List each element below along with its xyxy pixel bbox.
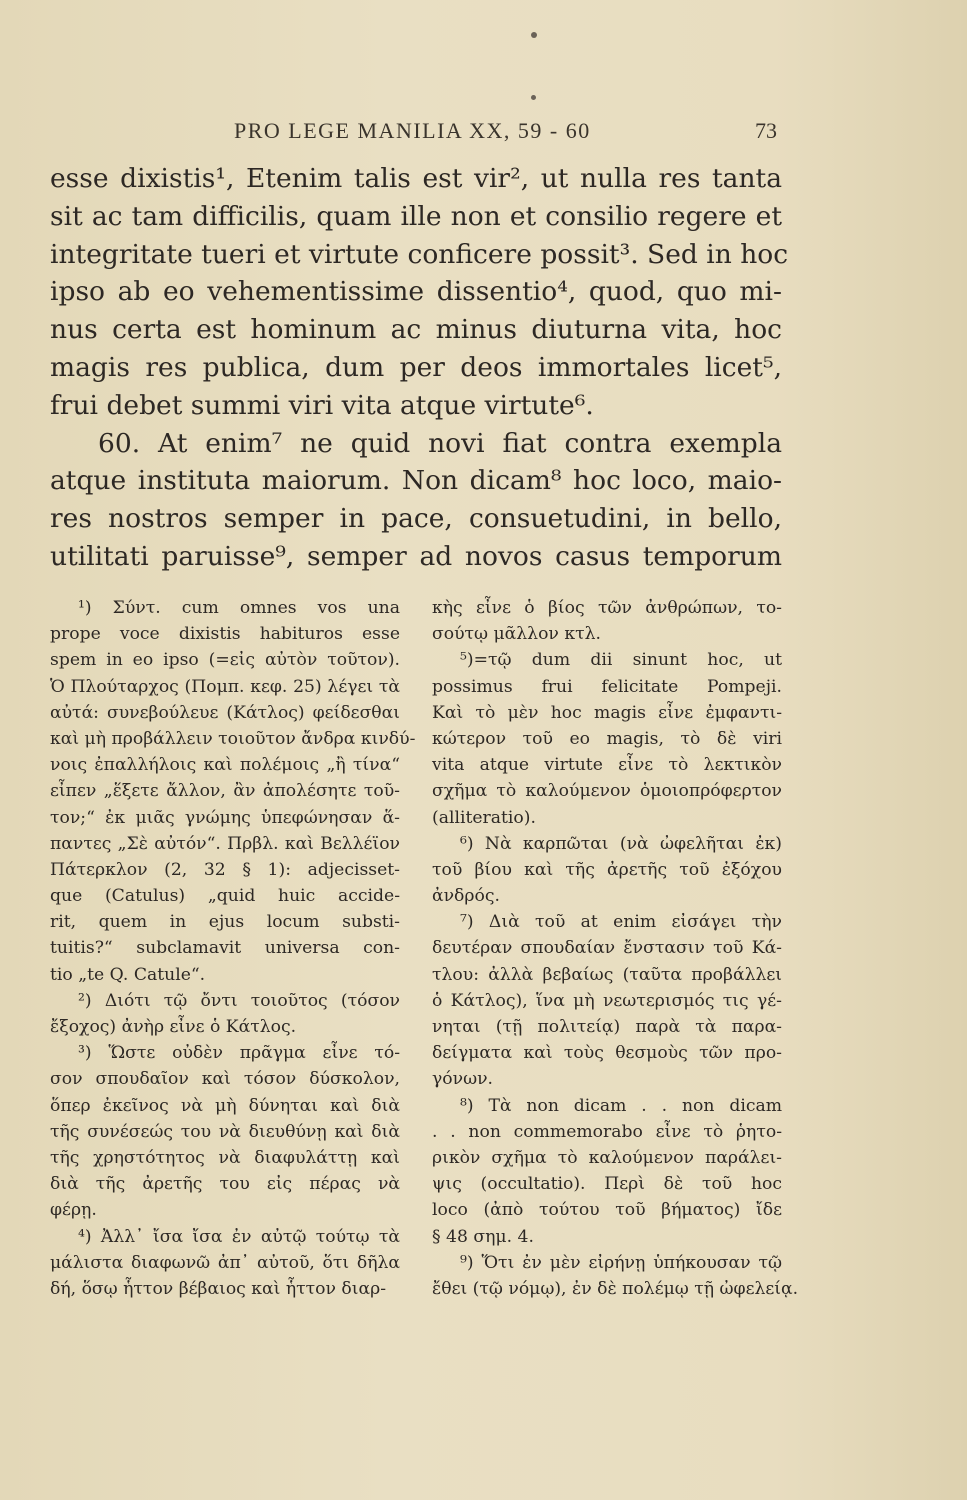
main-text-line: utilitati paruisse⁹, semper ad novos casus temporum bbox=[50, 540, 782, 572]
footnote-line: ὅπερ ἐκεῖνος νὰ μὴ δύνηται καὶ διὰ bbox=[50, 1095, 400, 1116]
footnote-line: νοις ἐπαλλήλοις καὶ πολέμοις „ἢ τίνα“ bbox=[50, 755, 400, 776]
footnote-line: σούτῳ μᾶλλον κτλ. bbox=[432, 624, 601, 645]
footnote-line: τῆς συνέσεώς του νὰ διευθύνῃ καὶ διὰ bbox=[50, 1121, 400, 1142]
footnotes-right-column bbox=[432, 595, 799, 1302]
footnote-line: ⁷) Διὰ τοῦ at enim εἰσάγει τὴν bbox=[460, 912, 782, 933]
main-text-line: res nostros semper in pace, consuetudini, in bello, bbox=[50, 503, 782, 535]
main-text-line: frui debet summi viri vita atque virtute⁶. bbox=[50, 389, 594, 421]
footnote-line: ²) Διότι τῷ ὄντι τοιοῦτος (τόσον bbox=[78, 990, 400, 1011]
footnotes-left-column bbox=[50, 595, 416, 1302]
footnote-line: ψις (occultatio). Περὶ δὲ τοῦ hoc bbox=[432, 1174, 782, 1195]
footnote-line: (alliteratio). bbox=[432, 807, 536, 828]
footnote-line: ⁶) Νὰ καρπῶται (νὰ ὠφελῆται ἐκ) bbox=[460, 833, 782, 854]
footnote-line: ἔθει (τῷ νόμῳ), ἐν δὲ πολέμῳ τῇ ὠφελείᾳ. bbox=[432, 1278, 799, 1299]
footnote-line: δείγματα καὶ τοὺς θεσμοὺς τῶν προ- bbox=[432, 1043, 782, 1064]
footnote-line: Καὶ τὸ μὲν hoc magis εἶνε ἐμφαντι- bbox=[432, 702, 782, 723]
footnote-line: τλου: ἀλλὰ βεβαίως (ταῦτα προβάλλει bbox=[432, 964, 782, 985]
main-text-line: 60. At enim⁷ ne quid novi fiat contra exempla bbox=[98, 427, 782, 459]
footnote-line: que (Catulus) „quid huic accide- bbox=[50, 886, 400, 907]
footnote-line: τῆς χρηστότητος νὰ διαφυλάττῃ καὶ bbox=[50, 1147, 400, 1168]
footnote-line: παντες „Σὲ αὐτόν“. Πρβλ. καὶ Βελλέϊον bbox=[50, 833, 400, 854]
ink-speck bbox=[531, 32, 537, 38]
footnote-line: ⁸) Τὰ non dicam . . non dicam bbox=[460, 1095, 782, 1116]
footnote-line: ὁ Κάτλος), ἵνα μὴ νεωτερισμός τις γέ- bbox=[432, 990, 782, 1011]
footnote-line: αὐτά: συνεβούλευε (Κάτλος) φείδεσθαι bbox=[50, 702, 400, 723]
footnote-line: σχῆμα τὸ καλούμενον ὁμοιοπρόφερτον bbox=[432, 781, 782, 802]
main-text bbox=[50, 160, 789, 576]
main-text-line: atque instituta maiorum. Non dicam⁸ hoc loco, maio- bbox=[50, 465, 782, 497]
footnote-line: vita atque virtute εἶνε τὸ λεκτικὸν bbox=[432, 755, 782, 776]
footnote-line: φέρῃ. bbox=[50, 1200, 97, 1221]
footnote-line: possimus frui felicitate Pompeji. bbox=[432, 676, 782, 697]
footnote-line: loco (ἀπὸ τούτου τοῦ βήματος) ἴδε bbox=[432, 1200, 782, 1221]
footnote-line: ¹) Σύντ. cum omnes vos una bbox=[78, 598, 400, 618]
main-text-line: nus certa est hominum ac minus diuturna vita, hoc bbox=[50, 314, 782, 346]
footnote-line: ⁴) Ἀλλ᾽ ἴσα ἴσα ἐν αὐτῷ τούτῳ τὰ bbox=[78, 1226, 400, 1247]
footnote-line: spem in eo ipso (=εἰς αὐτὸν τοῦτον). bbox=[50, 650, 400, 671]
footnote-line: ³) Ὥστε οὐδὲν πρᾶγμα εἶνε τό- bbox=[78, 1043, 400, 1064]
footnote-line: σον σπουδαῖον καὶ τόσον δύσκολον, bbox=[50, 1069, 400, 1090]
footnote-line: ἔξοχος) ἀνὴρ εἶνε ὁ Κάτλος. bbox=[50, 1017, 297, 1037]
ink-speck bbox=[531, 95, 536, 100]
footnote-line: διὰ τῆς ἀρετῆς του εἰς πέρας νὰ bbox=[50, 1174, 400, 1195]
footnote-line: καὶ μὴ προβάλλειν τοιοῦτον ἄνδρα κινδύ- bbox=[50, 728, 416, 749]
footnote-line: κώτερον τοῦ eo magis, τὸ δὲ viri bbox=[432, 728, 782, 749]
main-text-line: magis res publica, dum per deos immortales licet⁵, bbox=[50, 351, 782, 383]
footnote-line: τοῦ βίου καὶ τῆς ἀρετῆς τοῦ ἐξόχου bbox=[432, 859, 782, 880]
running-head bbox=[0, 118, 967, 148]
footnote-line: ρικὸν σχῆμα τὸ καλούμενον παράλει- bbox=[432, 1147, 782, 1168]
running-title: PRO LEGE MANILIA XX, 59 - 60 bbox=[234, 118, 591, 143]
footnote-line: ἀνδρός. bbox=[432, 886, 500, 907]
footnote-line: δή, ὅσῳ ἧττον βέβαιος καὶ ἧττον διαρ- bbox=[50, 1278, 386, 1299]
main-text-line: sit ac tam difficilis, quam ille non et consilio regere et bbox=[50, 200, 782, 232]
footnote-line: Ὁ Πλούταρχος (Πομπ. κεφ. 25) λέγει τὰ bbox=[50, 676, 400, 697]
main-text-line: ipso ab eo vehementissime dissentio⁴, quod, quo mi- bbox=[50, 276, 782, 308]
footnote-line: κὴς εἶνε ὁ βίος τῶν ἀνθρώπων, το- bbox=[432, 598, 782, 618]
footnote-line: ⁵)=τῷ dum dii sinunt hoc, ut bbox=[460, 650, 782, 671]
footnote-line: γόνων. bbox=[432, 1069, 493, 1090]
footnote-line: ⁹) Ὅτι ἐν μὲν εἰρήνῃ ὑπήκουσαν τῷ bbox=[460, 1252, 782, 1273]
main-text-line: integritate tueri et virtute conficere possit³. Sed in hoc bbox=[50, 238, 789, 270]
footnote-line: rit, quem in ejus locum substi- bbox=[50, 912, 400, 933]
footnote-line: εἶπεν „ἕξετε ἄλλον, ἂν ἀπολέσητε τοῦ- bbox=[50, 781, 400, 802]
footnote-line: μάλιστα διαφωνῶ ἀπ᾽ αὐτοῦ, ὅτι δῆλα bbox=[50, 1252, 400, 1273]
footnote-line: . . non commemorabo εἶνε τὸ ῥητο- bbox=[432, 1121, 782, 1142]
footnote-line: Πάτερκλον (2, 32 § 1): adjecisset- bbox=[50, 859, 400, 880]
footnote-line: tuitis?“ subclamavit universa con- bbox=[50, 938, 400, 959]
footnote-line: δευτέραν σπουδαίαν ἔνστασιν τοῦ Κά- bbox=[432, 938, 782, 959]
main-text-line: esse dixistis¹, Etenim talis est vir², ut nulla res tanta bbox=[50, 163, 782, 194]
footnote-line: τον;“ ἐκ μιᾶς γνώμης ὑπεφώνησαν ἅ- bbox=[50, 807, 400, 828]
footnote-line: § 48 σημ. 4. bbox=[432, 1226, 534, 1247]
page-number: 73 bbox=[755, 118, 777, 143]
footnote-line: tio „te Q. Catule“. bbox=[50, 964, 206, 985]
footnote-line: prope voce dixistis habituros esse bbox=[50, 624, 400, 645]
footnote-line: νηται (τῇ πολιτείᾳ) παρὰ τὰ παρα- bbox=[432, 1017, 782, 1037]
